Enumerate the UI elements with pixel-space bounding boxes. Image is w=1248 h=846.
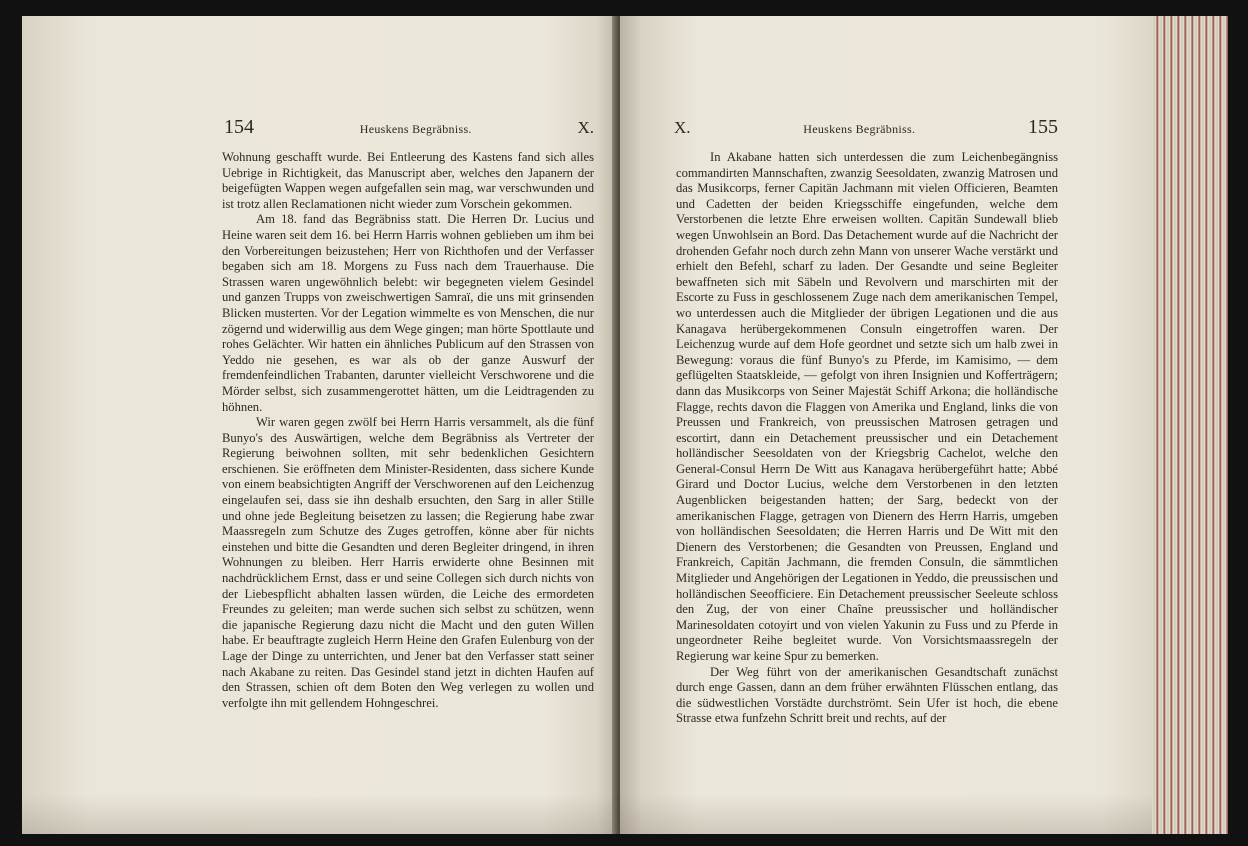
left-paragraph-2: Am 18. fand das Begräbniss statt. Die Herren Dr. Lucius und Heine waren seit dem 16. bei Herrn Harris wohnen geblieben um ihm bei den Vorbereitungen beizustehen; Herr von Richthofen und der Verfasser begaben sich am 18. Morgens zu Fuss nach dem Trauerhause. Die Strassen waren ungewöhnlich belebt: wir begegneten vielem Gesindel und ganzen Trupps von zweischwertigen Samraï, die uns mit grinsenden Blicken musterten. Vor der Legation wimmelte es von Menschen, die nur zögernd und widerwillig aus dem Wege gingen; man hörte Spottlaute und rohes Gelächter. Wir hatten ein ähnliches Publicum auf den Strassen von Yeddo nie gesehen, es war als ob der ganze Auswurf der fremdenfeindlichen Trabanten, darunter vielleicht Verschworene und die Mörder selbst, sich zusammengerottet hätten, um die Leidtragenden zu höhnen.	[222, 212, 594, 414]
right-page-shadow	[620, 794, 1152, 834]
left-page-shadow	[22, 794, 618, 834]
left-page	[22, 16, 618, 834]
right-chapter-number: X.	[674, 118, 691, 137]
open-book	[22, 16, 1228, 834]
left-chapter-number: X.	[577, 118, 594, 137]
left-page-number: 154	[224, 116, 254, 138]
right-body-text	[676, 150, 1058, 727]
right-paragraph-2: Der Weg führt von der amerikanischen Gesandtschaft zunächst durch enge Gassen, dann an dem früher erwähnten Flüsschen entlang, das die südwestlichen Vorstädte durchströmt. Sein Ufer ist hoch, die ebene Strasse etwa funfzehn Schritt breit und rechts, auf der	[676, 664, 1058, 726]
left-running-title: Heuskens Begräbniss.	[359, 122, 472, 136]
right-paragraph-1: In Akabane hatten sich unterdessen die zum Leichenbegängniss commandirten Mannschaften, zwanzig Seesoldaten, zwanzig Matrosen und das Musikcorps, ferner Capitän Jachmann mit vielen Officieren, Beamten und Cadetten der beiden Kriegsschiffe eingefunden, welche dem Verstorbenen die letzte Ehre erweisen wollten. Capitän Sundewall blieb wegen Unwohlsein an Bord. Das Detachement wurde auf die Nachricht der drohenden Gefahr noch durch zehn Mann von unserer Wache verstärkt und erhielt den Befehl, scharf zu laden. Der Gesandte und seine Begleiter bewaffneten sich mit Säbeln und Revolvern und marschirten mit der Escorte zu Fuss in geschlossenem Zuge nach dem amerikanischen Tempel, wo unterdessen auch die Mitglieder der übrigen Legationen und die aus Kanagava herübergekommenen Consuln eingetroffen waren. Der Leichenzug wurde auf dem Hofe geordnet und setzte sich um halb zwei in Bewegung: voraus die fünf Bunyo's zu Pferde, im Kamisimo, — dem geflügelten Staatskleide, — gefolgt von ihren Insignien und Kofferträgern; dann das Musikcorps von Seiner Majestät Schiff Arkona; die holländische Flagge, rechts davon die Flaggen von Amerika und England, links die von Preussen und Frankreich, von preussischen Matrosen getragen und escortirt, dann ein Detachement preussischer und ein Detachement holländischer Seesoldaten von der Kriegsbrig Cachelot, welche den General-Consul Herrn De Witt aus Kanagava herübergeführt hatte; Abbé Girard und Doctor Lucius, welche dem Verstorbenen in den letzten Augenblicken beigestanden hatten; der Sarg, bedeckt von der amerikanischen Flagge, getragen von Dienern des Herrn Harris, umgeben von holländischen Seesoldaten; die Herren Harris und De Witt mit den Dienern des Verstorbenen; die Gesandten von Preussen, England und Frankreich, Capitän Jachmann, die fremden Consuln, die sämmtlichen Mitglieder und Angehörigen der Legationen in Yeddo, die preussischen und holländischen Seeofficiere. Ein Detachement preussischer Seeleute schloss den Zug, der von einer Chaîne preussischer und holländischer Marinesoldaten cotoyirt und von vielen Yakunin zu Fuss und zu Pferde in ungeordneter Reihe begleitet wurde. Von Vorsichtsmaassregeln der Regierung war keine Spur zu bemerken.	[676, 150, 1058, 663]
right-page-header	[674, 116, 1058, 146]
left-paragraph-3: Wir waren gegen zwölf bei Herrn Harris versammelt, als die fünf Bunyo's des Auswärtigen, welche dem Begräbniss als Vertreter der Regierung beiwohnen sollten, mit sehr bedenklichen Gesichtern erschienen. Sie eröffneten dem Minister-Residenten, dass sichere Kunde von einem beabsichtigten Angriff der Verschworenen auf den Leichenzug eingelaufen sei, dass sie ihn deshalb ersuchten, den Sarg in aller Stille und ohne jede Begleitung beisetzen zu lassen; die Regierung habe zwar Maassregeln zum Schutze des Zuges getroffen, könne aber für nichts einstehen und bitte die Gesandten und deren Begleiter dringend, in ihren Wohnungen zu bleiben. Herr Harris erwiderte ohne Besinnen mit nachdrücklichem Ernst, dass er und seine Collegen sich durch nichts von der Liebespflicht abhalten lassen würden, die Leiche des ermordeten Freundes zu geleiten; man werde suchen sich selbst zu schützen, wenn die japanische Regierung dazu nicht die Macht und den guten Willen habe. Er beauftragte zugleich Herrn Heine den Grafen Eulenburg von der Lage der Dinge zu unterrichten, und Jener bat den Verfasser statt seiner nach Akabane zu reiten. Das Gesindel stand jetzt in dichten Haufen auf den Strassen, schien oft dem Boten den Weg verlegen zu wollen und verfolgte ihn mit gellendem Hohngeschrei.	[222, 415, 594, 710]
page-edges	[1152, 16, 1228, 834]
left-paragraph-1: Wohnung geschafft wurde. Bei Entleerung des Kastens fand sich alles Uebrige in Richtigkeit, das Manuscript aber, welches den Japanern der beigefügten Wappen wegen aufgefallen sein mag, war verschwunden und ist trotz allen Reclamationen nicht wieder zum Vorschein gekommen.	[222, 150, 594, 211]
left-page-header	[224, 116, 594, 146]
right-page	[620, 16, 1152, 834]
left-body-text	[222, 150, 594, 711]
right-page-number: 155	[1027, 116, 1058, 138]
right-running-title: Heuskens Begräbniss.	[803, 122, 916, 136]
